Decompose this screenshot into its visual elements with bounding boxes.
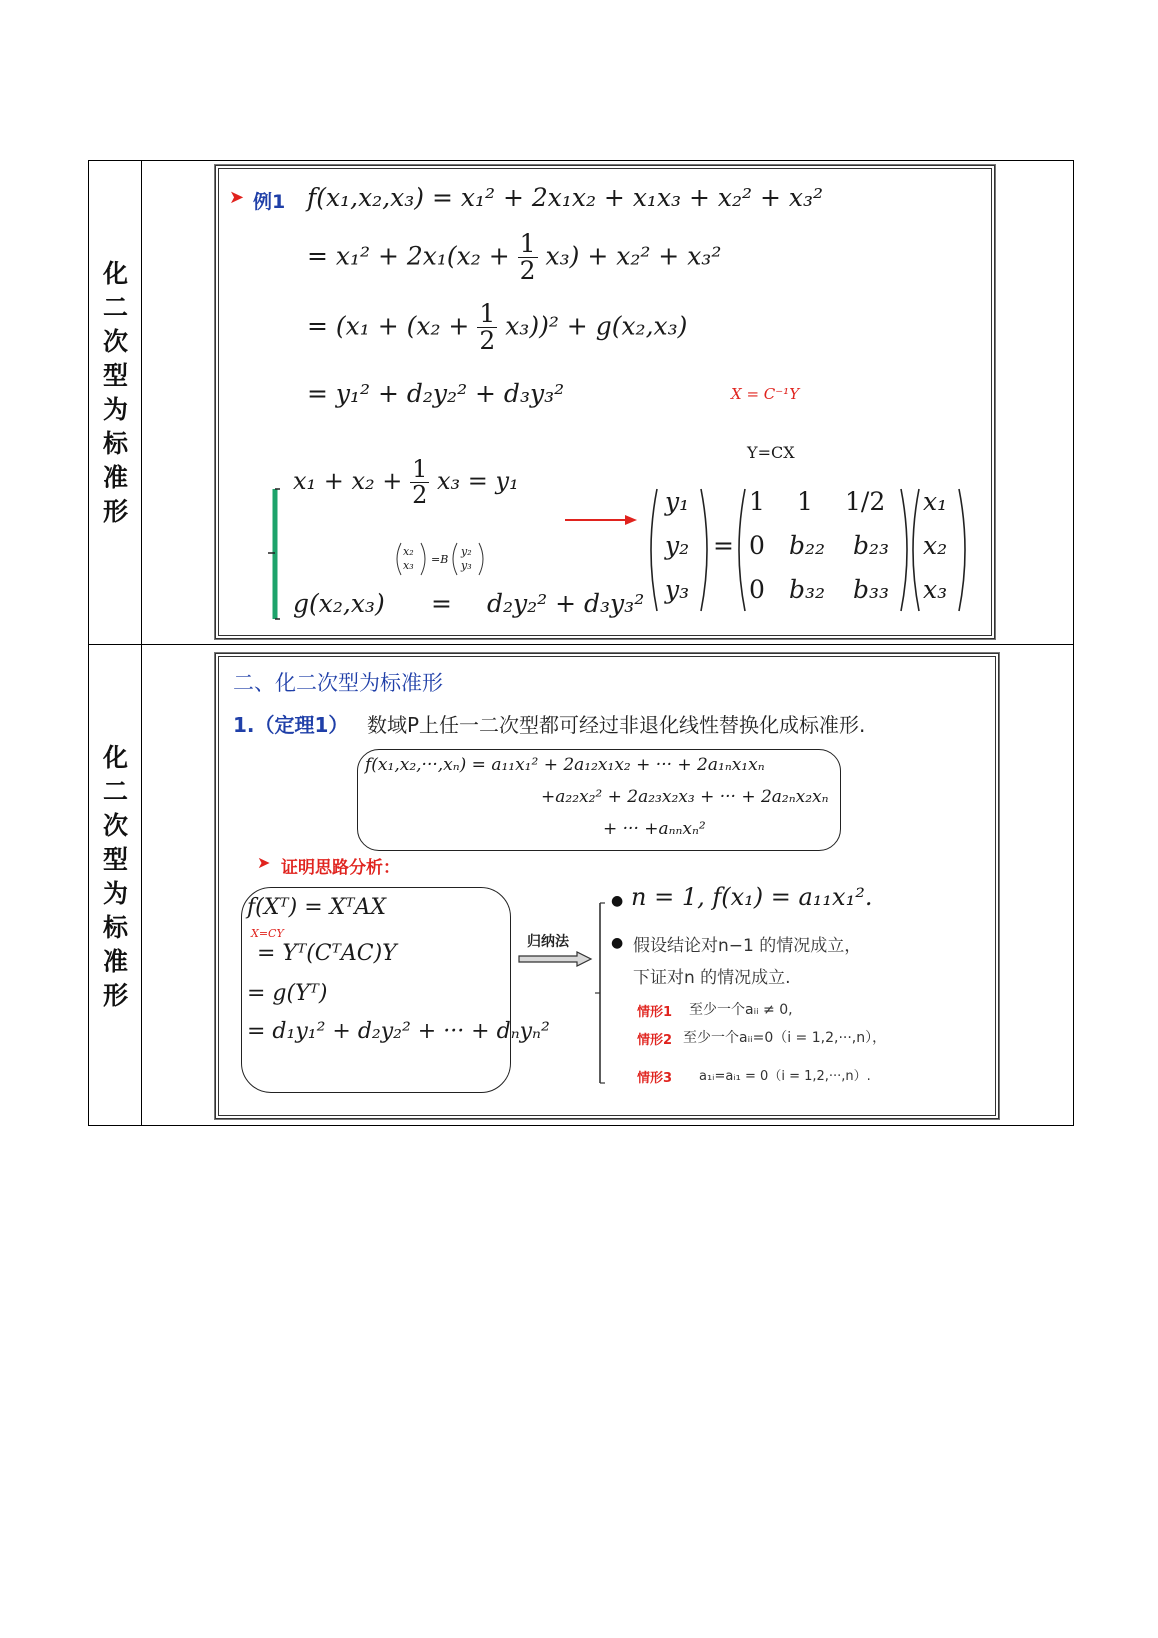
induction-label: 归纳法: [527, 934, 569, 950]
matrix-cell-12: 1: [797, 487, 813, 516]
line2-post: x₃) + x₂² + x₃²: [545, 241, 722, 271]
row-label-char: 次: [102, 811, 128, 840]
row-label-char: 为: [102, 395, 128, 424]
proof-marker-icon: ➤: [257, 853, 271, 872]
row-label-char: 型: [102, 845, 128, 874]
row-label-char: 型: [102, 361, 128, 390]
bullet-2-line-2: 下证对n 的情况成立.: [633, 968, 791, 988]
system-equation-2-rhs: d₂y₂² + d₃y₃²: [487, 589, 645, 618]
slide-heading: 二、化二次型为标准形: [233, 671, 443, 695]
case-3-text: a₁ᵢ=aᵢ₁ = 0（i = 1,2,···,n）.: [699, 1069, 871, 1084]
note-y-cx: Y=CX: [747, 443, 795, 462]
derivation-line-1: f(Xᵀ) = XᵀAX: [247, 895, 387, 920]
matrix-cell-21: 0: [749, 531, 765, 560]
case-1-text: 至少一个aᵢᵢ ≠ 0,: [689, 1002, 793, 1018]
quadratic-form-line-1: f(x₁,x₂,···,xₙ) = a₁₁x₁² + 2a₁₂x₁x₂ + ··· + 2a₁ₙx₁xₙ: [365, 755, 765, 775]
matrix-eq-sign: =: [713, 531, 734, 560]
row-label-char: 标: [102, 913, 128, 942]
quadratic-form-line-3: + ··· +aₙₙxₙ²: [603, 819, 706, 839]
matrix-cell-11: 1: [749, 487, 765, 516]
row-label-vertical-1: [89, 257, 142, 529]
row-label-char: 化: [102, 259, 128, 288]
row-label-char: 为: [102, 879, 128, 908]
matrix-cell-33: b₃₃: [853, 575, 890, 604]
row-label-char: 准: [102, 947, 128, 976]
proof-title: 证明思路分析：: [281, 858, 400, 878]
frac-den: 2: [412, 481, 428, 510]
theorem-text: 数域P上任一二次型都可经过非退化线性替换化成标准形.: [367, 713, 866, 737]
system-equation-2-lhs: g(x₂,x₃): [293, 589, 385, 618]
example-marker-icon: ➤: [229, 187, 245, 208]
row-label-char: 二: [102, 293, 128, 322]
small-y3: y₃: [461, 559, 472, 572]
frac-num: 1: [519, 229, 536, 258]
frac-num: 1: [412, 455, 428, 483]
bullet-icon: ●: [611, 893, 624, 909]
derivation-note: X=CY: [251, 927, 284, 940]
row-label-vertical-2: [89, 741, 142, 1013]
derivation-line-2: = Yᵀ(CᵀAC)Y: [257, 941, 397, 966]
row-label-char: 化: [102, 743, 128, 772]
vec-y-1: y₁: [665, 487, 690, 516]
case-2-label: 情形2: [637, 1033, 673, 1048]
row-label-char: 形: [102, 497, 128, 526]
bullet-icon: ●: [611, 935, 624, 951]
matrix-cell-13: 1/2: [845, 487, 886, 516]
vec-y-3: y₃: [665, 575, 690, 604]
matrix-cell-32: b₃₂: [789, 575, 826, 604]
matrix-cell-22: b₂₂: [789, 531, 826, 560]
row-label-char: 形: [102, 981, 128, 1010]
theorem-label: 1.（定理1）: [233, 713, 349, 737]
bullet-1-text: n = 1, f(x₁) = a₁₁x₁².: [631, 883, 873, 911]
vec-y-2: y₂: [665, 531, 690, 560]
note-inverse: X = C⁻¹Y: [731, 385, 800, 403]
small-eq-b: =B: [431, 553, 449, 566]
induction-arrow-icon: [517, 951, 593, 967]
line2-pre: = x₁² + 2x₁(x₂ +: [307, 241, 510, 271]
small-y2: y₂: [461, 545, 472, 558]
frac-den: 2: [519, 256, 536, 286]
fraction-half: [518, 231, 538, 285]
document-table: [88, 160, 1074, 1126]
derivation-line-3: = g(Yᵀ): [247, 981, 328, 1006]
system-equation-1: [293, 457, 519, 508]
case-2-text: 至少一个aᵢᵢ=0（i = 1,2,···,n），: [683, 1030, 887, 1046]
matrix-cell-31: 0: [749, 575, 765, 604]
quadratic-form-line-2: +a₂₂x₂² + 2a₂₃x₂x₃ + ··· + 2a₂ₙx₂xₙ: [541, 787, 829, 807]
example-line-3: [307, 301, 687, 355]
frac-num: 1: [479, 299, 496, 328]
case-1-label: 情形1: [637, 1005, 673, 1020]
vec-x-2: x₂: [923, 531, 948, 560]
line3-pre: = (x₁ + (x₂ +: [307, 311, 470, 341]
case-3-label: 情形3: [637, 1071, 673, 1086]
matrix-cell-23: b₂₃: [853, 531, 890, 560]
fraction-half: [477, 301, 497, 355]
sys-eq1-post: x₃ = y₁: [436, 467, 519, 496]
line3-post: x₃))² + g(x₂,x₃): [505, 311, 688, 341]
slide-example-1: [215, 165, 995, 639]
cases-brace-icon: [593, 901, 607, 1085]
example-line-4: = y₁² + d₂y₂² + d₃y₃²: [307, 379, 565, 408]
system-brace-icon: [263, 487, 285, 621]
small-x3: x₃: [403, 559, 414, 572]
table-row-1: [89, 161, 1073, 645]
table-row-2: [89, 645, 1073, 1125]
derivation-line-4: = d₁y₁² + d₂y₂² + ··· + dₙyₙ²: [247, 1019, 550, 1044]
sys-eq1-pre: x₁ + x₂ +: [293, 467, 403, 496]
small-x2: x₂: [403, 545, 414, 558]
row-label-cell-2: [89, 645, 142, 1125]
row-label-char: 标: [102, 429, 128, 458]
bullet-2-line-1: 假设结论对n−1 的情况成立，: [633, 936, 862, 956]
fraction-half: [410, 457, 429, 508]
example-line-1: f(x₁,x₂,x₃) = x₁² + 2x₁x₂ + x₁x₃ + x₂² + x₃²: [307, 183, 824, 212]
example-label: 例1: [253, 191, 286, 213]
row-label-char: 次: [102, 327, 128, 356]
row-label-cell-1: [89, 161, 142, 644]
right-arrow-icon: [563, 513, 639, 527]
row-label-char: 二: [102, 777, 128, 806]
frac-den: 2: [479, 326, 496, 356]
system-equation-2-eq: =: [431, 589, 452, 618]
slide-theorem-1: [215, 653, 999, 1119]
row-label-char: 准: [102, 463, 128, 492]
example-line-2: [307, 231, 721, 285]
vec-x-3: x₃: [923, 575, 948, 604]
vec-x-1: x₁: [923, 487, 948, 516]
